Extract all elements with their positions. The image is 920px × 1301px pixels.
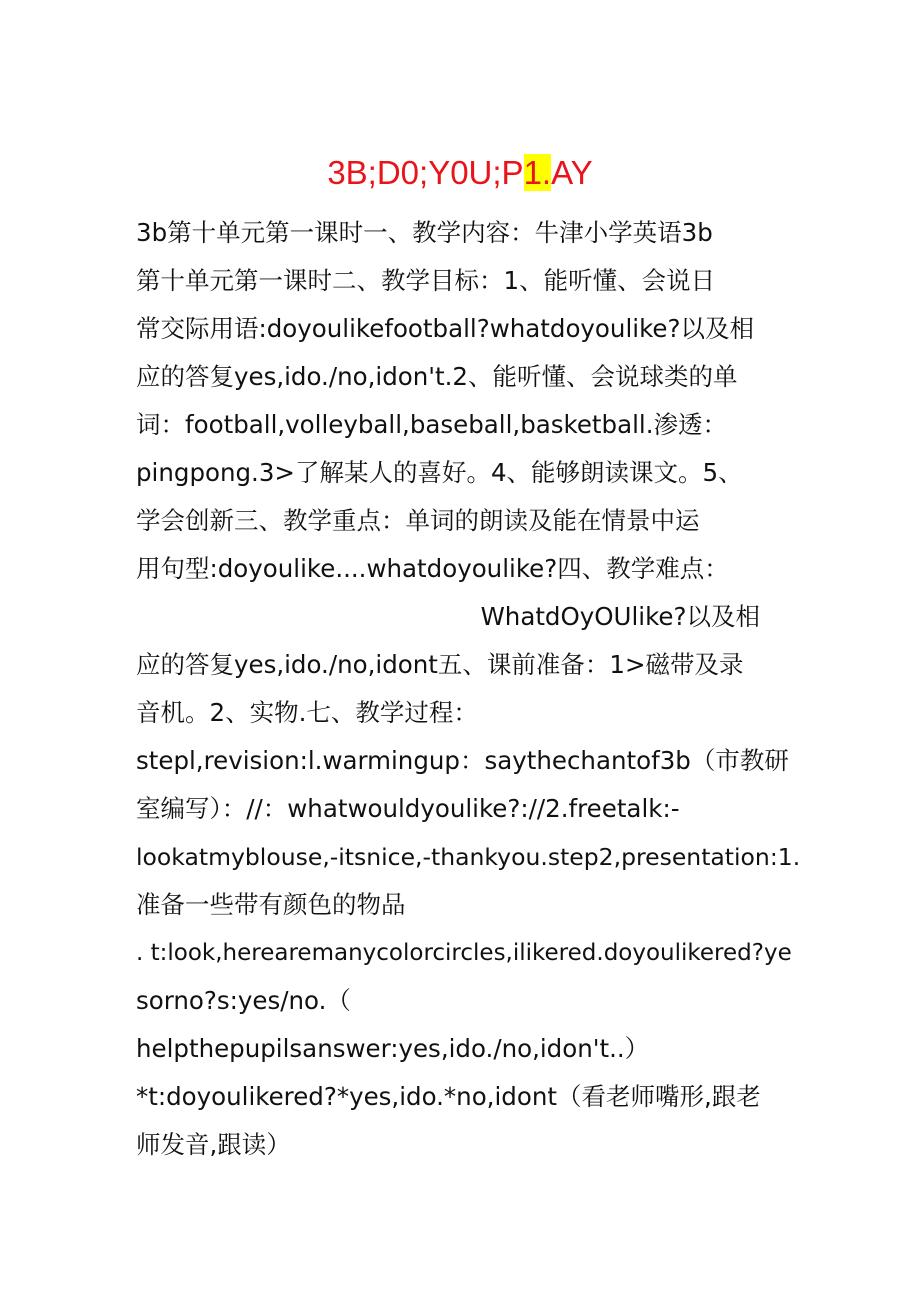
body-line: 室编写）：//：whatwouldyoulike?://2.freetalk:-: [136, 794, 680, 823]
body-line: WhatdOyOUlike?以及相: [480, 602, 760, 631]
body-line: 准备一些带有颜色的物品: [136, 890, 406, 919]
body-line: sorno?s:yes/no.（: [136, 986, 351, 1015]
body-line: pingpong.3>了解某人的喜好。4、能够朗读课文。5、: [136, 458, 743, 487]
title-part-pre: 3B;D0;Y0U;P: [327, 154, 524, 191]
body-line: stepl,revision:l.warmingup：saythechantof3b（市教研: [136, 746, 789, 775]
body-line: 师发音,跟读）: [136, 1130, 291, 1159]
title-part-highlight: 1.: [523, 154, 552, 191]
body-line: 音机。2、实物.七、教学过程：: [136, 698, 478, 727]
body-line: *t:doyoulikered?*yes,ido.*no,idont（看老师嘴形,跟老: [136, 1082, 761, 1111]
body-line: 3b第十单元第一课时一、教学内容：牛津小学英语3b: [136, 218, 713, 247]
body-line: 常交际用语:doyoulikefootball?whatdoyoulike?以及相: [136, 314, 754, 343]
body-line: 词：football,volleyball,baseball,basketball.渗透：: [136, 410, 727, 439]
body-line: 第十单元第一课时二、教学目标：1、能听懂、会说日: [136, 266, 716, 295]
body-line: 应的答复yes,ido./no,idont五、课前准备：1>磁带及录: [136, 650, 744, 679]
body-line: 学会创新三、教学重点：单词的朗读及能在情景中运: [136, 506, 700, 535]
body-line: 用句型:doyoulike....whatdoyoulike?四、教学难点：: [136, 554, 729, 583]
body-line: . t:look,herearemanycolorcircles,ilikered.doyoulikered?ye: [136, 940, 792, 966]
document-title: [0, 151, 920, 195]
body-line: lookatmyblouse,-itsnice,-thankyou.step2,presentation:1.: [136, 843, 801, 871]
body-line: 应的答复yes,ido./no,idon't.2、能听懂、会说球类的单: [136, 362, 738, 391]
title-part-post: AY: [551, 154, 593, 191]
body-line: helpthepupilsanswer:yes,ido./no,idon't..）: [136, 1034, 650, 1063]
